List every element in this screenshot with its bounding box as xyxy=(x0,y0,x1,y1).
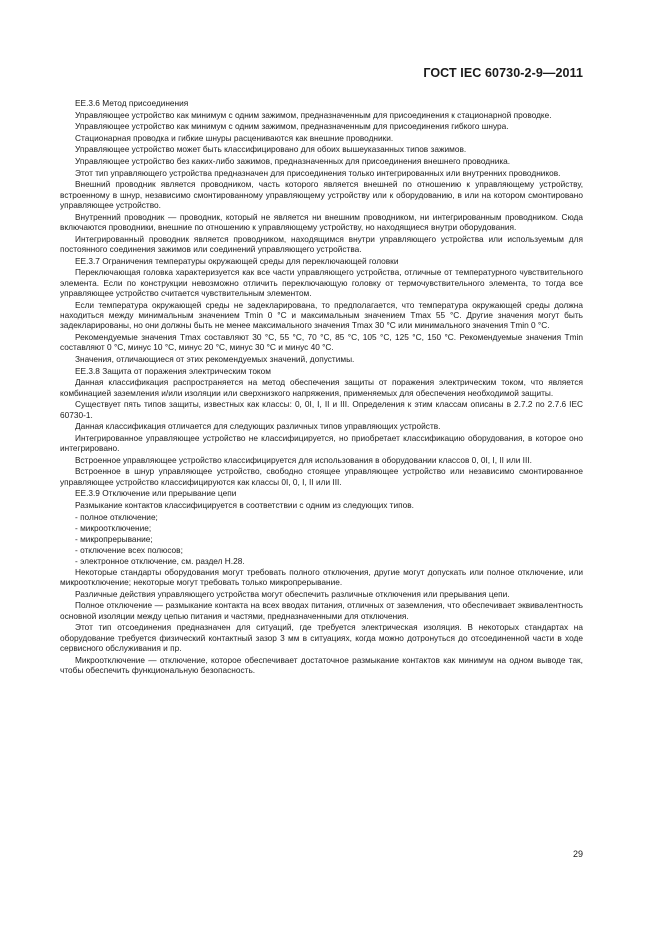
paragraph: Встроенное в шнур управляющее устройство, свободно стоящее управляющее устройство или независимо смонтированное управляющее устройство классифицируются как классы 0I, 0, I, II или III. xyxy=(60,466,583,487)
page-number: 29 xyxy=(572,849,583,859)
paragraph: Управляющее устройство как минимум с одним зажимом, предназначенным для присоединения гибкого шнура. xyxy=(75,121,509,132)
paragraph: Различные действия управляющего устройства могут обеспечить различные отключения или прерывания цепи. xyxy=(75,588,510,599)
paragraph: Интегрированное управляющее устройство не классифицируется, но приобретает классификацию оборудования, в которое оно интегрировано. xyxy=(60,432,583,454)
paragraph: Данная классификация распространяется на метод обеспечения защиты от поражения электрическим током, что является комбинацией заземления и/или изоляции или сверхнизкого напряжения, применяемых для обеспечения необходимой защиты. xyxy=(60,377,583,398)
section-heading: ЕЕ.3.7 Ограничения температуры окружающей среды для переключающей головки xyxy=(75,255,399,266)
section-heading: ЕЕ.3.8 Защита от поражения электрическим током xyxy=(75,365,271,376)
paragraph: Стационарная проводка и гибкие шнуры расцениваются как внешние проводники. xyxy=(75,132,394,143)
list-item: - микропрерывание; xyxy=(75,533,153,544)
paragraph: Если температура окружающей среды не задекларирована, то предполагается, что температура окружающей среды должна находиться между минимальным значением Tmin 0 °С и максимальным значением Tmax 55 °С. Другие значения могут быть задекларированы, но они должны быть не менее максимального значения Tmax 30 °С или минимального значения Tmin 0 °С. xyxy=(60,299,583,331)
section-heading: ЕЕ.3.6 Метод присоединения xyxy=(75,98,189,108)
paragraph: Этот тип управляющего устройства предназначен для присоединения только интегрированных или внутренних проводников. xyxy=(75,167,561,178)
paragraph: Размыкание контактов классифицируется в соответствии с одним из следующих типов. xyxy=(75,499,414,510)
paragraph: Переключающая головка характеризуется как все части управляющего устройства, отличные от температурного чувствительного элемента. Если по конструкции невозможно отличить переключающую головку от термочувствительного элемента, то тогда все управляющее устройство считается чувствительным элементом. xyxy=(60,267,583,298)
paragraph: Значения, отличающиеся от этих рекомендуемых значений, допустимы. xyxy=(75,353,355,364)
list-item: - микроотключение; xyxy=(75,522,152,533)
document-header: ГОСТ IEC 60730-2-9—2011 xyxy=(423,66,583,80)
paragraph: Управляющее устройство без каких-либо зажимов, предназначенных для присоединения внешнего проводника. xyxy=(75,155,511,166)
paragraph: Управляющее устройство может быть классифицировано для обоих вышеуказанных типов зажимов. xyxy=(75,144,467,155)
paragraph: Внутренний проводник — проводник, который не является ни внешним проводником, ни интегрированным проводником. Сюда включаются проводники, внешние по отношению к управляющему устройству, но находящиеся внутри оборудования. xyxy=(60,211,583,232)
paragraph: Внешний проводник является проводником, часть которого является внешней по отношению к управляющему устройству, встроенному в шнур, независимо смонтированному управляющему устройству или к оборудованию, в или на котором смонтировано управляющее устройство. xyxy=(60,179,583,210)
paragraph: Рекомендуемые значения Tmax составляют 30 °С, 55 °С, 70 °С, 85 °С, 105 °С, 125 °С, 150 °С. Рекомендуемые значения Tmin составляют 0 °С, минус 10 °С, минус 20 °С, минус 30 °С и минус 40 °С. xyxy=(60,331,583,353)
paragraph: Данная классификация отличается для следующих различных типов управляющих устройств. xyxy=(75,421,441,432)
paragraph: Существует пять типов защиты, известных как классы: 0, 0I, I, II и III. Определения к этим классам описаны в 2.7.2 по 2.7.6 IEC 60730-1. xyxy=(60,399,583,420)
list-item: - отключение всех полюсов; xyxy=(75,544,183,555)
paragraph: Этот тип отсоединения предназначен для ситуаций, где требуется электрическая изоляция. В некоторых стандартах на оборудование требуется физический контактный зазор 3 мм в ситуациях, когда можно дотронуться до отсоединенной части в ходе сервисного обслуживания и пр. xyxy=(60,622,583,653)
section-heading: ЕЕ.3.9 Отключение или прерывание цепи xyxy=(75,488,237,499)
list-item: - полное отключение; xyxy=(75,511,158,522)
document-body xyxy=(60,98,583,677)
list-item: - электронное отключение, см. раздел Н.28. xyxy=(75,555,245,566)
paragraph: Интегрированный проводник является проводником, находящимся внутри управляющего устройства или используемым для постоянного соединения зажимов или соединений управляющего устройства. xyxy=(60,233,583,254)
paragraph: Микроотключение — отключение, которое обеспечивает достаточное размыкание контактов как минимум на одном выводе так, чтобы обеспечить функциональную безопасность. xyxy=(60,654,583,675)
paragraph: Полное отключение — размыкание контакта на всех вводах питания, отличных от заземления, что обеспечивает эквивалентность основной изоляции между цепью питания и частями, предназначенными для отключения. xyxy=(60,600,583,621)
paragraph: Управляющее устройство как минимум с одним зажимом, предназначенным для присоединения к стационарной проводке. xyxy=(75,109,552,120)
paragraph: Некоторые стандарты оборудования могут требовать полного отключения, другие могут допускать или полное отключение, или микроотключение; некоторые могут требовать только микропрерывание. xyxy=(60,566,583,587)
paragraph: Встроенное управляющее устройство классифицируется для использования в оборудовании классов 0, 0I, I, II или III. xyxy=(75,454,532,465)
